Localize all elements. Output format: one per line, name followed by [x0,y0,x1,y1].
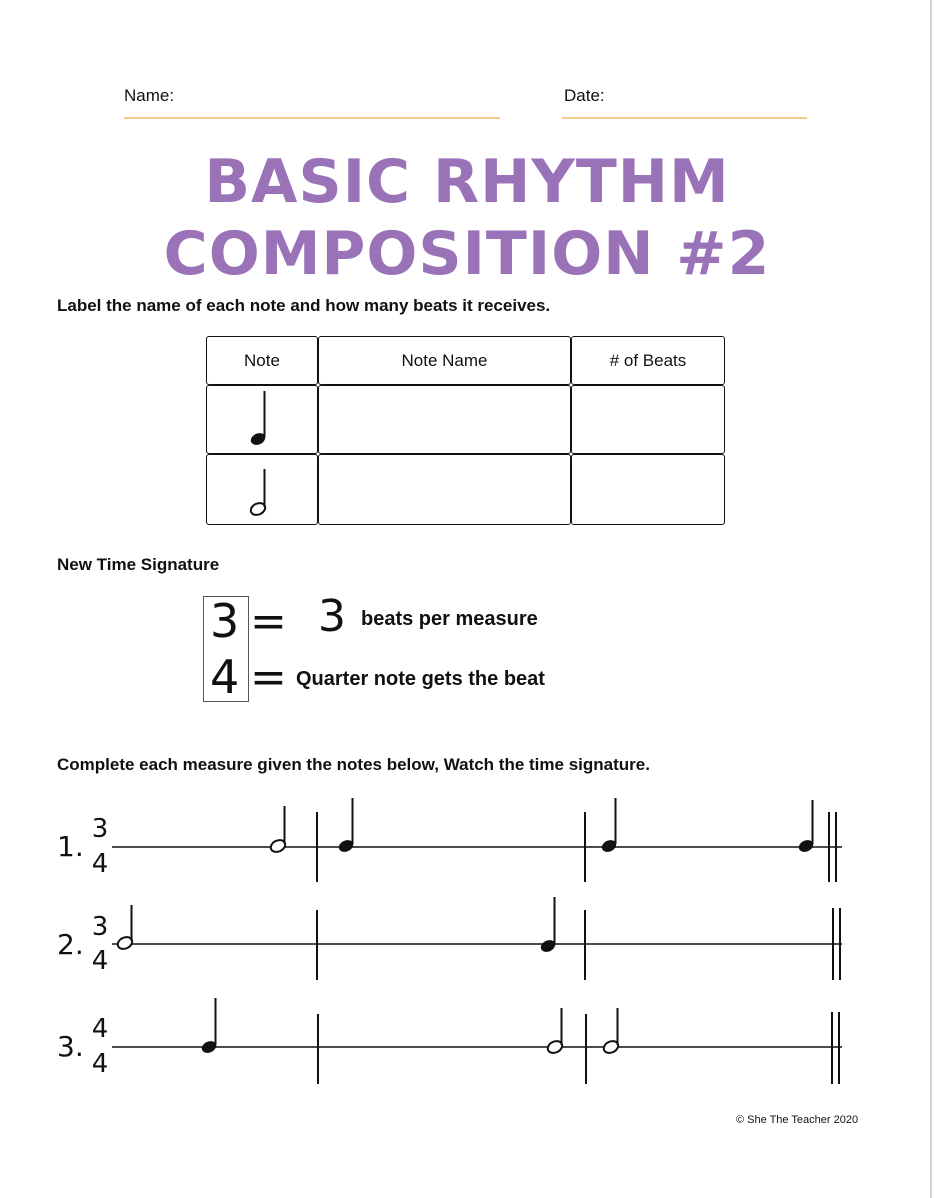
half-note-icon [116,905,134,951]
page-title-line2: COMPOSITION #2 [163,219,771,289]
half-note-icon [269,806,287,854]
exercise-instruction: Complete each measure given the notes below, Watch the time signature. [57,755,650,774]
row-ts-top: 4 [91,1014,109,1044]
row-ts-top: 3 [91,814,109,844]
row-ts-bottom: 4 [91,1049,109,1079]
equals-sign: = [250,652,287,703]
row-ts-bottom: 4 [91,849,109,879]
quarter-note-icon [337,798,355,854]
table-header-cell: Note Name [318,336,571,385]
quarter-note-icon [600,798,618,854]
name-label: Name: [124,86,175,105]
ts-top-number: 3 [210,594,240,648]
row-number: 3. [57,1030,84,1063]
copyright-text: © She The Teacher 2020 [736,1114,859,1126]
staff-row-2 [112,897,842,980]
quarter-note-icon [539,897,557,954]
time-signature-heading: New Time Signature [57,555,220,574]
quarter-note-icon [797,800,815,854]
date-label: Date: [564,86,605,105]
page-title-line1: BASIC RHYTHM [204,147,730,217]
staff-row-1 [112,798,842,882]
table-header-cell: Note [206,336,318,385]
row-ts-top: 3 [91,912,109,942]
bottom-description: Quarter note gets the beat [296,668,545,690]
beats-value: 3 [318,591,346,642]
row-number: 1. [57,830,84,863]
table-header-cell: # of Beats [571,336,725,385]
top-description: beats per measure [361,608,538,630]
equals-sign: = [250,596,287,647]
section1-instruction: Label the name of each note and how many beats it receives. [57,296,551,315]
ts-bottom-number: 4 [210,650,240,704]
row-number: 2. [57,928,84,961]
half-note-icon [546,1008,564,1055]
row-ts-bottom: 4 [91,946,109,976]
staff-row-3 [112,998,842,1084]
quarter-note-icon [200,998,218,1055]
half-note-icon [602,1008,620,1055]
